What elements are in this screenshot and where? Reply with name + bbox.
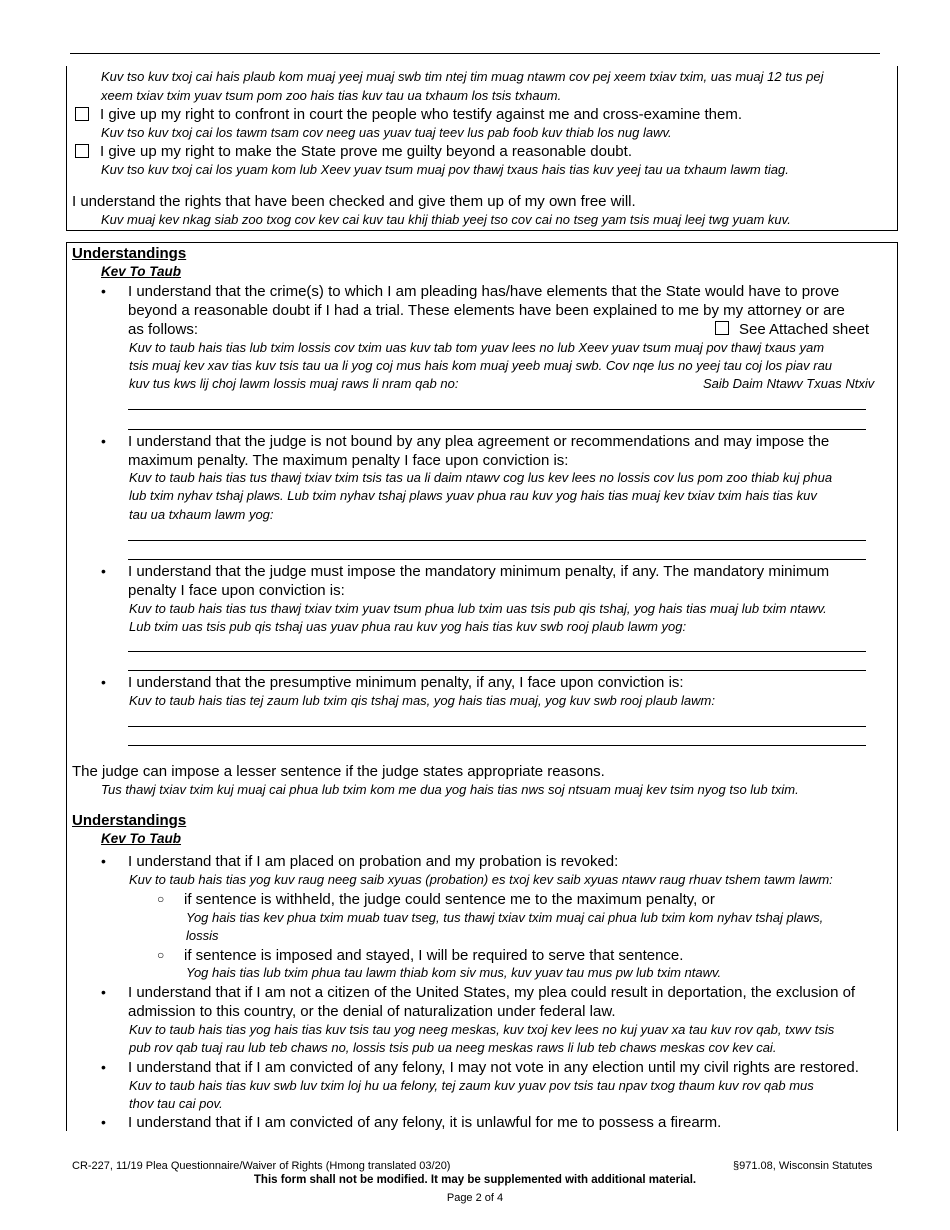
- vote-text: I understand that if I am convicted of any felony, I may not vote in any election until my civil rights are restored.: [128, 1059, 859, 1076]
- presumptive-min-answer-line[interactable]: [128, 745, 866, 746]
- mandatory-min-answer-line[interactable]: [128, 651, 866, 652]
- max-penalty-answer-line[interactable]: [128, 540, 866, 541]
- saib-daim-label: Saib Daim Ntawv Txuas Ntxiv: [703, 376, 875, 391]
- bullet-icon: •: [101, 433, 106, 449]
- vote-hmong-line1: Kuv to taub hais tias kuv swb luv txim loj hu ua felony, tej zaum kuv yuav pov tsis tau npav txog thaum kuv rov qab mus: [129, 1078, 814, 1093]
- mandatory-min-answer-line[interactable]: [128, 670, 866, 671]
- prove-guilt-checkbox[interactable]: [75, 144, 89, 158]
- citizen-text-line1: I understand that if I am not a citizen of the United States, my plea could result in deportation, the exclusion of: [128, 984, 856, 1001]
- presumptive-min-answer-line[interactable]: [128, 726, 866, 727]
- understandings-subtitle-2: Kev To Taub: [101, 831, 182, 846]
- bullet-icon: •: [101, 1059, 106, 1075]
- bullet-icon: •: [101, 563, 106, 579]
- bullet-icon: •: [101, 674, 106, 690]
- see-attached-checkbox[interactable]: [715, 321, 729, 335]
- jury-trial-hmong-line2: xeem txiav txim yuav tsum pom zoo hais tias kuv tau ua txhaum los tsis txhaum.: [101, 88, 562, 103]
- max-penalty-hmong-line2: lub txim nyhav tshaj plaws. Lub txim nyhav tshaj plaws yuav phua rau kuv yog hais tias muaj kev txiav txim hais tias kuv: [129, 488, 817, 503]
- free-will-text: I understand the rights that have been checked and give them up of my own free will.: [72, 193, 636, 210]
- top-rule: [70, 53, 880, 54]
- mandatory-min-hmong-line2: Lub txim uas tsis pub qis tshaj uas yuav phua rau kuv yog hais tias kuv swb rooj plaub lawm yog:: [129, 619, 687, 634]
- max-penalty-answer-line[interactable]: [128, 559, 866, 560]
- citizen-text-line2: admission to this country, or the denial of naturalization under federal law.: [128, 1003, 616, 1020]
- probation-text: I understand that if I am placed on probation and my probation is revoked:: [128, 853, 619, 870]
- elements-answer-line[interactable]: [128, 409, 866, 410]
- elements-hmong-line2: tsis muaj kev xav tias kuv tsis tau ua li yog coj mus hais kom muaj yeeb muaj swb. Cov nqe lus no yeej tau coj los piav rau: [129, 358, 833, 373]
- prove-guilt-text: I give up my right to make the State prove me guilty beyond a reasonable doubt.: [100, 143, 632, 160]
- max-penalty-text-line1: I understand that the judge is not bound by any plea agreement or recommendations and may impose the: [128, 433, 830, 450]
- prove-guilt-hmong: Kuv tso kuv txoj cai los yuam kom lub Xeev yuav tsum muaj pov thawj txaus hais tias kuv yeej tau ua txhaum lawm tiag.: [101, 162, 789, 177]
- free-will-hmong: Kuv muaj kev nkag siab zoo txog cov kev cai kuv tau khij thiab yeej tso cov cai no tseg yam tsis muaj leej twg yuam kuv.: [101, 212, 791, 227]
- page-number: Page 2 of 4: [446, 1192, 504, 1204]
- elements-text-line1: I understand that the crime(s) to which I am pleading has/have elements that the State would have to prove: [128, 283, 840, 300]
- presumptive-min-text: I understand that the presumptive minimum penalty, if any, I face upon conviction is:: [128, 674, 684, 691]
- see-attached-label: See Attached sheet: [739, 321, 870, 338]
- elements-hmong-line1: Kuv to taub hais tias lub txim lossis cov txim uas kuv tab tom yuav lees no lub Xeev yuav tsum muaj pov thawj txaus yam: [129, 340, 825, 355]
- citizen-hmong-line1: Kuv to taub hais tias yog hais tias kuv tsis tau yog neeg meskas, kuv txoj kev lees no kuj yuav xa tau kuv rov qab, txwv tsis: [129, 1022, 835, 1037]
- bullet-icon: •: [101, 984, 106, 1000]
- lesser-sentence-text: The judge can impose a lesser sentence if the judge states appropriate reasons.: [72, 763, 605, 780]
- lesser-sentence-hmong: Tus thawj txiav txim kuj muaj cai phua lub txim kom me dua yog hais tias nws soj ntsuam muaj kev tsim nyog tso lub txim.: [101, 782, 799, 797]
- elements-hmong-line3: kuv tus kws lij choj lawm lossis muaj raws li nram qab no:: [129, 376, 459, 391]
- firearm-text: I understand that if I am convicted of any felony, it is unlawful for me to possess a firearm.: [128, 1114, 722, 1131]
- citizen-hmong-line2: pub rov qab tuaj rau lub teb chaws no, lossis tsis pub ua neeg meskas raws li lub teb chaws meskas cov kev cai.: [129, 1040, 777, 1055]
- form-id: CR-227, 11/19 Plea Questionnaire/Waiver of Rights (Hmong translated 03/20): [72, 1160, 451, 1172]
- mandatory-min-text-line2: penalty I face upon conviction is:: [128, 582, 345, 599]
- circle-bullet-icon: ○: [157, 948, 165, 962]
- jury-trial-hmong-line1: Kuv tso kuv txoj cai hais plaub kom muaj yeej muaj swb tim ntej tim muag ntawm cov pej xeem txiav txim, uas muaj 12 tus pej: [101, 69, 824, 84]
- elements-text-line3: as follows:: [128, 321, 199, 338]
- withheld-hmong-line2: lossis: [186, 928, 219, 943]
- elements-text-line2: beyond a reasonable doubt if I had a trial. These elements have been explained to me by my attorney or are: [128, 302, 845, 319]
- cross-examine-hmong: Kuv tso kuv txoj cai los tawm tsam cov neeg uas yuav tuaj teev lus pab foob kuv thiab los nug lawv.: [101, 125, 672, 140]
- elements-answer-line[interactable]: [128, 429, 866, 430]
- mandatory-min-text-line1: I understand that the judge must impose the mandatory minimum penalty, if any. The mandatory minimum: [128, 563, 830, 580]
- max-penalty-hmong-line3: tau ua txhaum lawm yog:: [129, 507, 274, 522]
- bullet-icon: •: [101, 1114, 106, 1130]
- understandings-title: Understandings: [72, 245, 187, 262]
- bullet-icon: •: [101, 283, 106, 299]
- stayed-text: if sentence is imposed and stayed, I will be required to serve that sentence.: [184, 947, 684, 964]
- max-penalty-hmong-line1: Kuv to taub hais tias tus thawj txiav txim tsis tas ua li daim ntawv cog lus kev lees no lossis cov lus pom zoo thiab kuj phua: [129, 470, 833, 485]
- cross-examine-checkbox[interactable]: [75, 107, 89, 121]
- cross-examine-text: I give up my right to confront in court the people who testify against me and cross-examine them.: [100, 106, 742, 123]
- probation-hmong: Kuv to taub hais tias yog kuv raug neeg saib xyuas (probation) es txoj kev saib xyuas ntawv raug rhuav tshem tawm lawm:: [129, 872, 833, 887]
- withheld-text: if sentence is withheld, the judge could sentence me to the maximum penalty, or: [184, 891, 715, 908]
- max-penalty-text-line2: maximum penalty. The maximum penalty I face upon conviction is:: [128, 452, 569, 469]
- stayed-hmong: Yog hais tias lub txim phua tau lawm thiab kom siv mus, kuv yuav tau mus pw lub txim ntawv.: [186, 965, 722, 980]
- withheld-hmong-line1: Yog hais tias kev phua txim muab tuav tseg, tus thawj txiav txim muaj cai phua lub txim kom nyhav tshaj plaws,: [186, 910, 824, 925]
- form-notice: This form shall not be modified. It may be supplemented with additional material.: [253, 1174, 697, 1186]
- understandings-subtitle: Kev To Taub: [101, 264, 182, 279]
- bullet-icon: •: [101, 853, 106, 869]
- statute-reference: §971.08, Wisconsin Statutes: [733, 1160, 873, 1172]
- presumptive-min-hmong: Kuv to taub hais tias tej zaum lub txim qis tshaj mas, yog hais tias muaj, yog kuv swb rooj plaub lawm:: [129, 693, 715, 708]
- mandatory-min-hmong-line1: Kuv to taub hais tias tus thawj txiav txim yuav tsum phua lub txim uas tsis pub qis tshaj, yog hais tias muaj lub txim ntawv.: [129, 601, 827, 616]
- circle-bullet-icon: ○: [157, 892, 165, 906]
- understandings-title-2: Understandings: [72, 812, 187, 829]
- vote-hmong-line2: thov tau cai pov.: [129, 1096, 223, 1111]
